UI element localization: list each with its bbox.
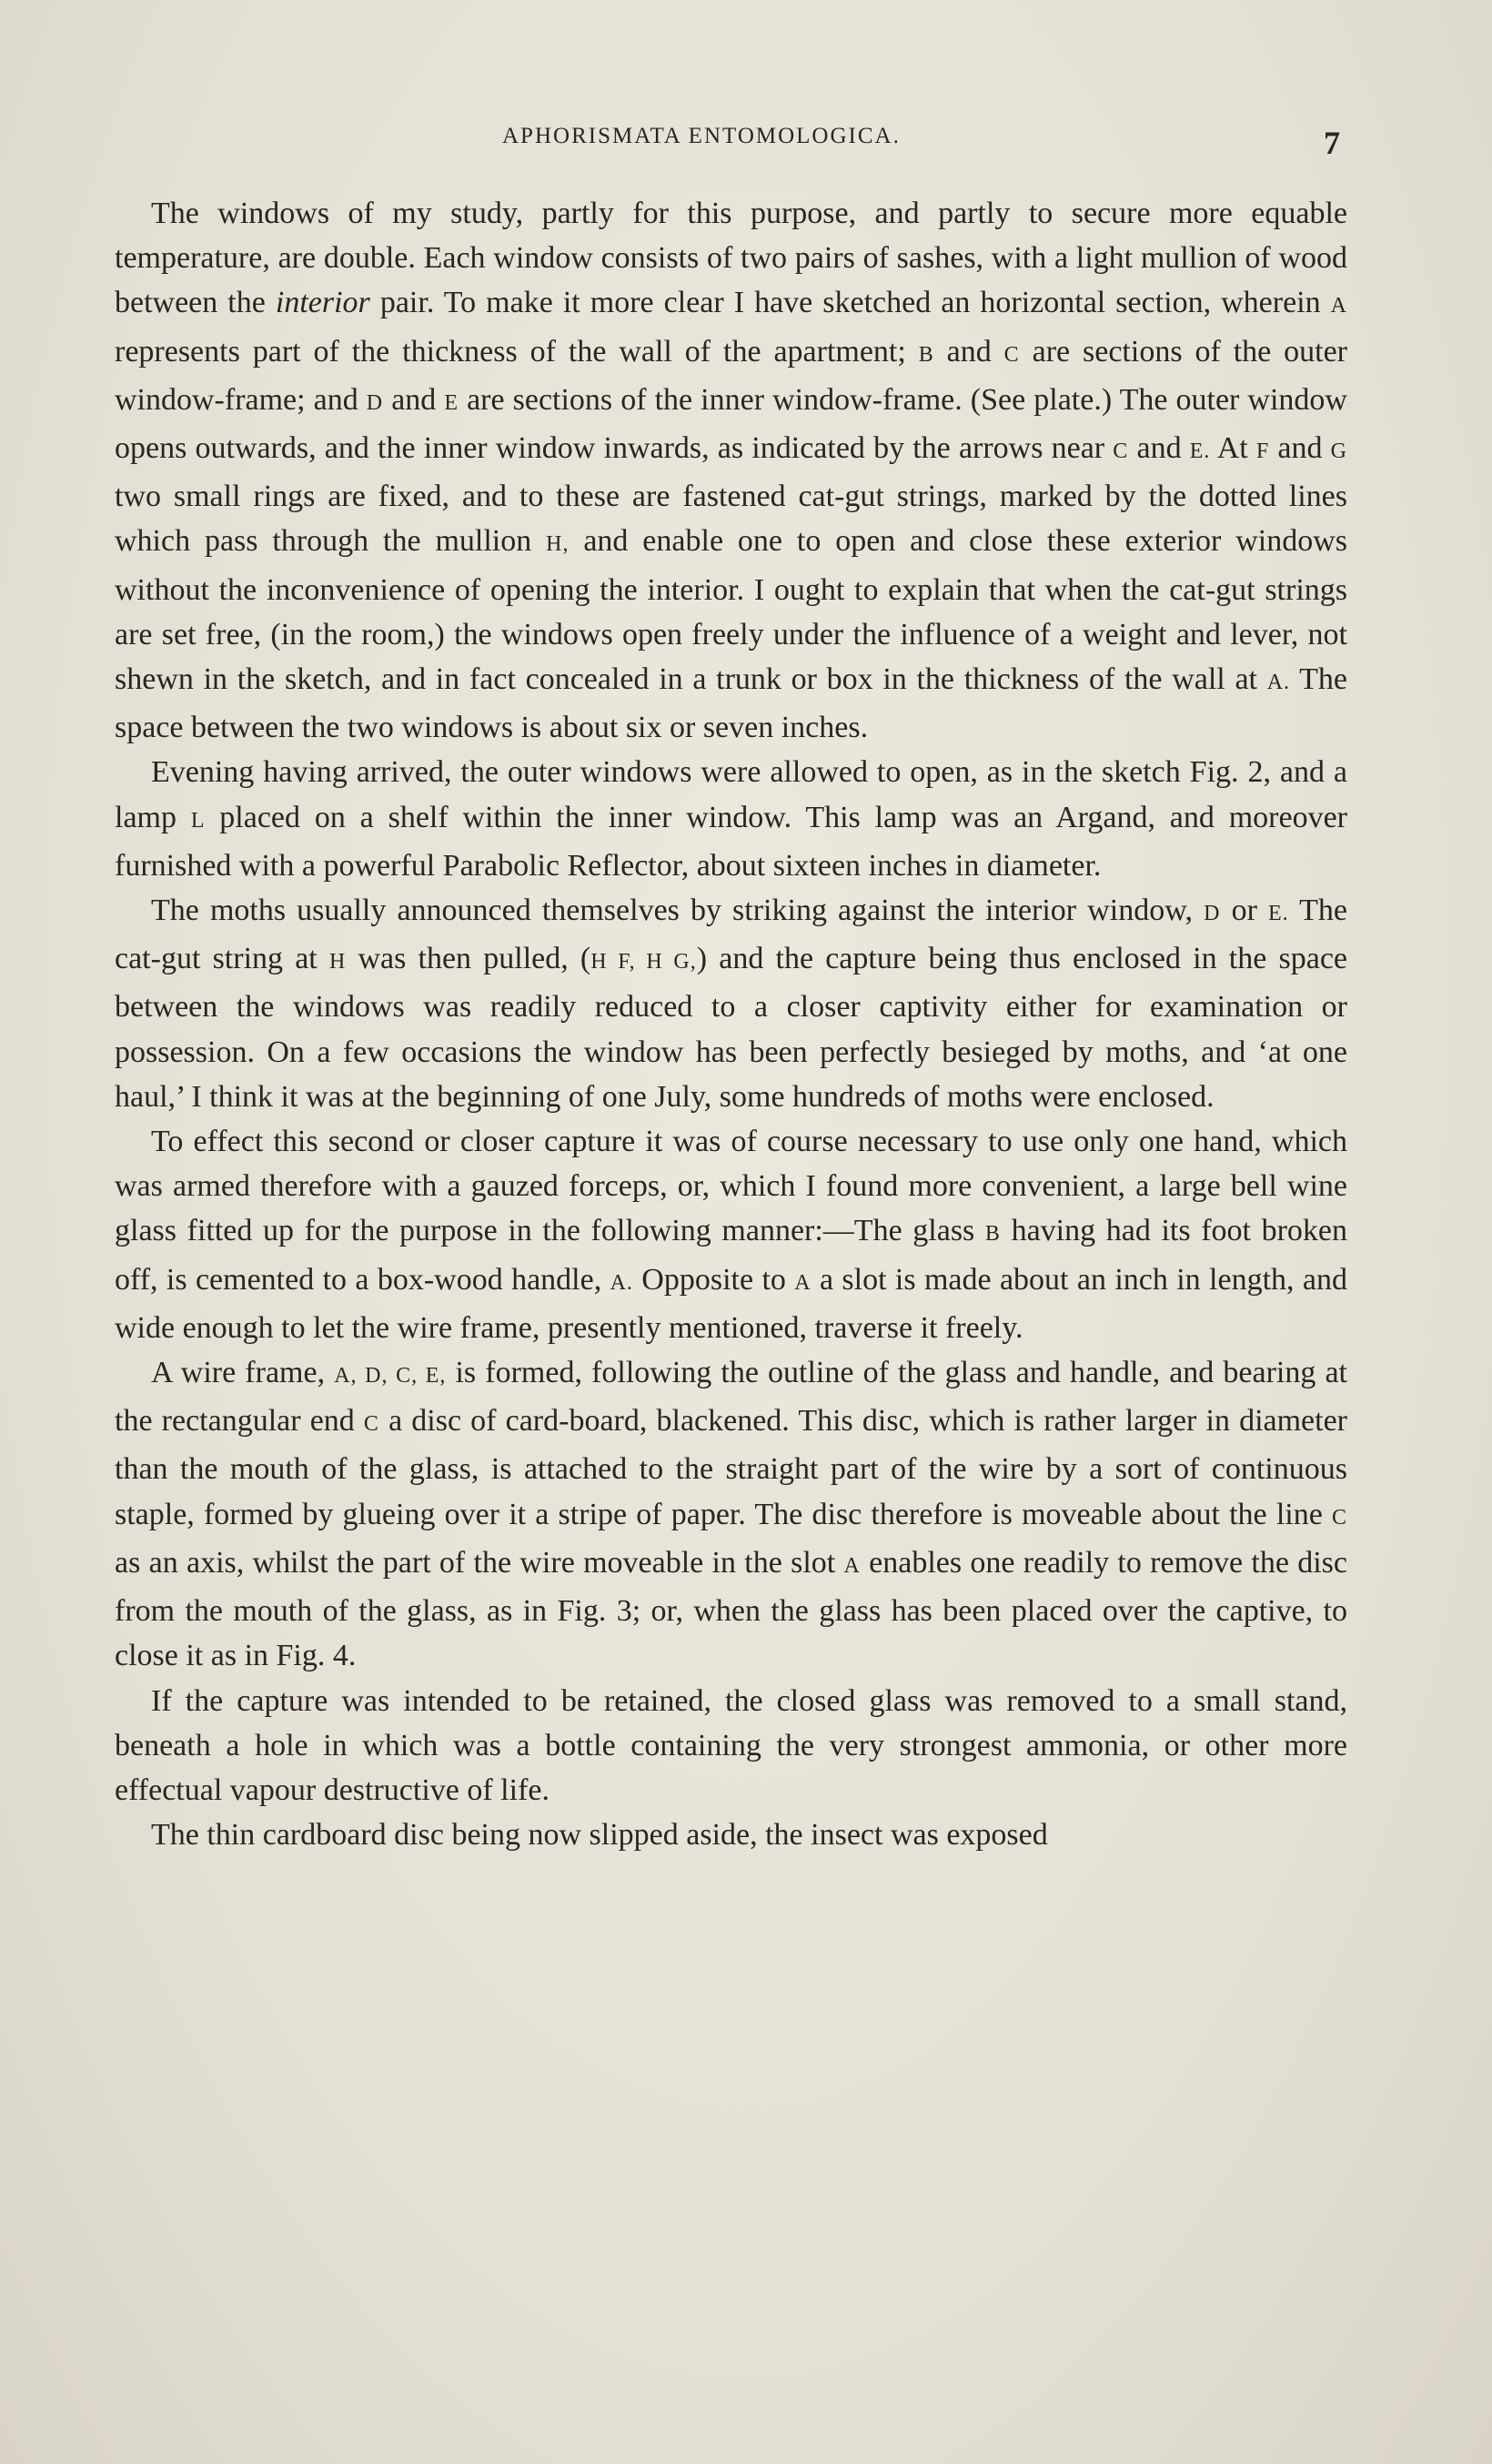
figure-reference-letter: H F, H G, xyxy=(590,950,697,974)
figure-reference-letter: C xyxy=(1113,439,1129,464)
text-run: The cat-gut string at xyxy=(115,894,1348,976)
text-run: as an axis, whilst the part of the wire moveable in the slot xyxy=(115,1545,844,1580)
figure-reference-letter: D xyxy=(1204,902,1221,926)
figure-reference-letter: C xyxy=(1331,1505,1347,1530)
paragraph xyxy=(115,888,1347,1119)
text-run: At xyxy=(1210,431,1256,466)
figure-reference-letter: H, xyxy=(546,532,570,557)
text-run: If the capture was intended to be retained, the closed glass was removed to a small stand, beneath a hole in which was a bottle containing the very strongest ammonia, or other more effectual vapour destructive of life. xyxy=(115,1683,1347,1807)
text-run: are sections of the inner window-frame. (See plate.) The outer window opens outwards, and the inner window inwards, as indicated by the arrows near xyxy=(115,382,1347,466)
text-run: A wire frame, xyxy=(151,1356,335,1390)
text-run: The moths usually announced themselves by striking against the interior window, xyxy=(151,894,1205,928)
figure-reference-letter: A. xyxy=(610,1270,633,1295)
figure-reference-letter: A xyxy=(794,1270,812,1295)
text-run: is formed, following the outline of the glass and handle, and bearing at the rectangular end xyxy=(115,1356,1347,1439)
figure-reference-letter: L xyxy=(190,808,206,833)
figure-reference-letter: E. xyxy=(1268,902,1289,926)
figure-reference-letter: G xyxy=(1330,439,1347,464)
figure-reference-letter: A. xyxy=(1266,671,1291,695)
text-run: or xyxy=(1220,894,1268,928)
text-run: a disc of card-board, blackened. This disc, which is rather larger in diameter than the mouth of the glass, is attached to the straight part of the wire by a sort of continuous staple, formed by glueing over it a stripe of paper. The disc therefore is moveable about the line xyxy=(115,1404,1347,1531)
figure-reference-letter: C xyxy=(1003,342,1020,367)
figure-reference-letter: D xyxy=(366,390,384,415)
figure-reference-letter: H xyxy=(328,950,347,974)
text-run: Evening having arrived, the outer windows were allowed to open, as in the sketch Fig. 2, and a lamp xyxy=(115,755,1347,834)
text-run: and xyxy=(1269,431,1331,466)
text-run: was then pulled, ( xyxy=(346,942,591,976)
text-run: To effect this second or closer capture it was of course necessary to use only one hand, which was armed therefore with a gauzed forceps, or, which I found more convenient, a large bell wine glass fitted up for the purpose in the following manner:—The glass xyxy=(115,1125,1347,1248)
text-run: placed on a shelf within the inner window. This lamp was an Argand, and moreover furnished with a powerful Parabolic Reflector, about sixteen inches in diameter. xyxy=(115,800,1347,883)
figure-reference-letter: A xyxy=(843,1553,861,1578)
figure-reference-letter: E xyxy=(444,390,459,415)
paragraph xyxy=(115,1679,1347,1813)
figure-reference-letter: B xyxy=(918,342,934,367)
text-run: and xyxy=(1128,431,1190,466)
text-run: two small rings are fixed, and to these are fastened cat-gut strings, marked by the dotted lines which pass through the mullion xyxy=(115,480,1347,559)
figure-reference-letter: F xyxy=(1255,439,1270,464)
paragraph xyxy=(115,1350,1347,1678)
text-run: and xyxy=(383,382,445,417)
figure-reference-letter: C xyxy=(363,1412,379,1437)
figure-reference-letter: A xyxy=(1330,294,1348,318)
figure-reference-letter: E. xyxy=(1189,439,1211,464)
text-run: pair. To make it more clear I have sketched an horizontal section, wherein xyxy=(369,286,1331,320)
running-title: APHORISMATA ENTOMOLOGICA. xyxy=(502,124,901,148)
paragraph xyxy=(115,1119,1347,1350)
text-run: The thin cardboard disc being now slipped aside, the insect was exposed xyxy=(151,1818,1048,1853)
text-run: ) and the capture being thus enclosed in the space between the windows was readily reduced to a closer captivity either for examination or possession. On a few occasions the window has been perfectly besieged by moths, and ‘at one haul,’ I think it was at the beginning of one July, some hundreds of moths were enclosed. xyxy=(115,942,1348,1114)
paragraph xyxy=(115,750,1347,888)
text-run: and xyxy=(933,334,1004,369)
text-run: enables one readily to remove the disc from the mouth of the glass, as in Fig. 3; or, when the glass has been placed over the captive, to close it as in Fig. 4. xyxy=(115,1545,1348,1673)
figure-reference-letter: B xyxy=(984,1222,1001,1247)
figure-reference-letter: A, D, C, E, xyxy=(334,1364,447,1389)
paragraph xyxy=(115,1813,1347,1857)
text-run: having had its foot broken off, is cemented to a box-wood handle, xyxy=(115,1214,1347,1297)
italic-text: interior xyxy=(275,286,370,320)
text-run: Opposite to xyxy=(632,1262,795,1297)
text-run: The space between the two windows is about six or seven inches. xyxy=(115,662,1347,745)
text-run: The windows of my study, partly for this purpose, and partly to secure more equable temperature, are double. Each window consists of two pairs of sashes, with a light mullion of wood between the xyxy=(115,197,1347,320)
text-run: are sections of the outer window-frame; and xyxy=(115,334,1348,417)
paragraph xyxy=(115,191,1347,750)
page-number: 7 xyxy=(1324,125,1340,161)
text-run: and enable one to open and close these exterior windows without the inconvenience of opening the interior. I ought to explain that when the cat-gut strings are set free, (in the room,) the windows open freely under the influence of a weight and lever, not shewn in the sketch, and in fact concealed in a trunk or box in the thickness of the wall at xyxy=(115,524,1347,697)
body-text xyxy=(115,191,1347,1857)
text-run: a slot is made about an inch in length, and wide enough to let the wire frame, presently mentioned, traverse it freely. xyxy=(115,1262,1347,1345)
text-run: represents part of the thickness of the wall of the apartment; xyxy=(115,334,919,369)
